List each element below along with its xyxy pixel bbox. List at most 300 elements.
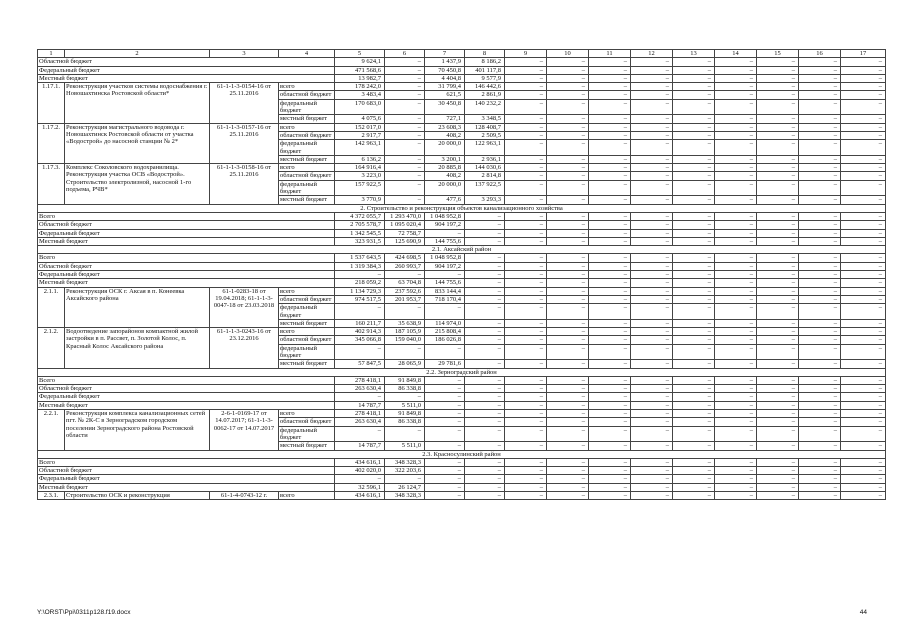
value-cell: –	[465, 304, 505, 320]
value-cell: –	[757, 91, 799, 99]
value-cell: –	[799, 58, 841, 66]
value-cell: –	[799, 279, 841, 287]
value-cell: –	[715, 91, 757, 99]
value-cell: –	[715, 475, 757, 483]
value-cell: –	[547, 287, 589, 295]
value-cell: 201 953,7	[385, 295, 425, 303]
value-cell: –	[757, 328, 799, 336]
value-cell: –	[799, 271, 841, 279]
header-cell: 15	[757, 50, 799, 58]
value-cell: 471 568,6	[335, 66, 385, 74]
value-cell: –	[757, 279, 799, 287]
value-cell: –	[547, 385, 589, 393]
value-cell: –	[505, 328, 547, 336]
value-cell: –	[505, 483, 547, 491]
value-cell: –	[465, 483, 505, 491]
value-cell: –	[505, 271, 547, 279]
value-cell: –	[715, 467, 757, 475]
project-name: Комплекс Соколовского водохранилища. Реконструкция участка ОСВ «Водострой». Строительство электролизной, насосной 1-го подъема, РЧВ*	[65, 164, 210, 204]
value-cell: –	[465, 401, 505, 409]
value-cell: –	[799, 164, 841, 172]
value-cell: –	[425, 401, 465, 409]
value-cell: –	[715, 410, 757, 418]
value-cell: –	[631, 66, 673, 74]
value-cell: –	[631, 344, 673, 360]
value-cell: 2 861,9	[465, 91, 505, 99]
value-cell: –	[799, 131, 841, 139]
value-cell: –	[465, 376, 505, 384]
value-cell: –	[589, 229, 631, 237]
value-cell: 434 616,1	[335, 492, 385, 500]
value-cell: –	[547, 99, 589, 115]
summary-label: Федеральный бюджет	[38, 229, 335, 237]
value-cell: –	[799, 212, 841, 220]
header-cell: 11	[589, 50, 631, 58]
value-cell: –	[715, 344, 757, 360]
value-cell: –	[799, 483, 841, 491]
value-cell: –	[799, 360, 841, 368]
value-cell: –	[385, 91, 425, 99]
value-cell: –	[715, 393, 757, 401]
value-cell: 1 293 470,0	[385, 212, 425, 220]
value-cell: 157 922,5	[335, 180, 385, 196]
value-cell: –	[673, 401, 715, 409]
value-cell: –	[631, 360, 673, 368]
value-cell: –	[799, 254, 841, 262]
value-cell: –	[715, 328, 757, 336]
value-cell: –	[385, 172, 425, 180]
value-cell: –	[799, 336, 841, 344]
value-cell: –	[673, 180, 715, 196]
project-name: Реконструкция ОСК г. Аксая в п. Конеевка Аксайского района	[65, 287, 210, 327]
summary-label: Всего	[38, 212, 335, 220]
value-cell: –	[841, 336, 886, 344]
value-cell: –	[841, 442, 886, 450]
value-cell: 5 511,0	[385, 401, 425, 409]
value-cell: –	[631, 483, 673, 491]
value-cell: 237 592,6	[385, 287, 425, 295]
value-cell: –	[799, 393, 841, 401]
value-cell: –	[631, 237, 673, 245]
value-cell: –	[547, 221, 589, 229]
summary-label: Всего	[38, 458, 335, 466]
value-cell: –	[715, 458, 757, 466]
value-cell: 128 408,7	[465, 123, 505, 131]
value-cell: –	[589, 385, 631, 393]
value-cell: –	[757, 467, 799, 475]
value-cell: –	[715, 99, 757, 115]
value-cell: –	[631, 385, 673, 393]
project-row	[38, 492, 886, 500]
value-cell: –	[335, 304, 385, 320]
funding-source: федеральный бюджет	[279, 99, 335, 115]
project-number: 2.1.1.	[38, 287, 65, 327]
value-cell: –	[631, 295, 673, 303]
value-cell: –	[841, 319, 886, 327]
summary-label: Местный бюджет	[38, 237, 335, 245]
value-cell: 260 993,7	[385, 262, 425, 270]
value-cell: –	[505, 492, 547, 500]
value-cell: –	[425, 492, 465, 500]
value-cell: –	[547, 131, 589, 139]
value-cell: –	[841, 172, 886, 180]
value-cell: –	[631, 83, 673, 91]
value-cell: –	[715, 401, 757, 409]
value-cell: 144 030,6	[465, 164, 505, 172]
value-cell: –	[757, 123, 799, 131]
value-cell: –	[465, 221, 505, 229]
value-cell: –	[465, 279, 505, 287]
value-cell: –	[715, 164, 757, 172]
value-cell: 6 136,2	[335, 155, 385, 163]
value-cell: –	[547, 172, 589, 180]
value-cell: –	[757, 401, 799, 409]
summary-row	[38, 401, 886, 409]
value-cell: –	[335, 426, 385, 442]
value-cell: –	[799, 442, 841, 450]
value-cell: –	[715, 336, 757, 344]
value-cell: –	[631, 376, 673, 384]
value-cell: –	[673, 254, 715, 262]
value-cell: –	[425, 418, 465, 426]
value-cell: 1 319 384,3	[335, 262, 385, 270]
value-cell: –	[589, 376, 631, 384]
value-cell: –	[631, 393, 673, 401]
header-row	[38, 50, 886, 58]
value-cell: –	[757, 180, 799, 196]
value-cell: –	[841, 155, 886, 163]
summary-label: Всего	[38, 376, 335, 384]
value-cell: 2 705 578,7	[335, 221, 385, 229]
value-cell: –	[757, 229, 799, 237]
value-cell: –	[589, 418, 631, 426]
value-cell: –	[673, 319, 715, 327]
value-cell: 1 048 952,8	[425, 254, 465, 262]
project-name: Строительство ОСК и реконструкция	[65, 492, 210, 500]
value-cell: –	[425, 410, 465, 418]
value-cell: –	[505, 212, 547, 220]
value-cell: –	[757, 66, 799, 74]
value-cell: –	[505, 262, 547, 270]
header-cell: 9	[505, 50, 547, 58]
value-cell: 20 000,0	[425, 180, 465, 196]
value-cell: –	[631, 115, 673, 123]
value-cell: –	[841, 279, 886, 287]
value-cell: 621,5	[425, 91, 465, 99]
section-row	[38, 368, 886, 376]
summary-label: Местный бюджет	[38, 483, 335, 491]
value-cell: –	[757, 155, 799, 163]
value-cell: –	[673, 328, 715, 336]
project-number: 2.2.1.	[38, 410, 65, 450]
value-cell: –	[715, 376, 757, 384]
value-cell: –	[589, 66, 631, 74]
value-cell: –	[673, 115, 715, 123]
value-cell: –	[841, 295, 886, 303]
value-cell: –	[673, 83, 715, 91]
value-cell: –	[385, 155, 425, 163]
value-cell: –	[631, 336, 673, 344]
value-cell: –	[841, 385, 886, 393]
value-cell: –	[673, 196, 715, 204]
value-cell: –	[715, 58, 757, 66]
value-cell: 434 616,1	[335, 458, 385, 466]
funding-source: местный бюджет	[279, 442, 335, 450]
value-cell: 278 418,1	[335, 376, 385, 384]
value-cell: –	[547, 91, 589, 99]
value-cell: –	[757, 458, 799, 466]
value-cell: –	[715, 172, 757, 180]
funding-source: местный бюджет	[279, 360, 335, 368]
value-cell: 323 931,5	[335, 237, 385, 245]
header-cell: 17	[841, 50, 886, 58]
value-cell: –	[465, 287, 505, 295]
value-cell: –	[589, 319, 631, 327]
summary-label: Местный бюджет	[38, 279, 335, 287]
value-cell: –	[547, 328, 589, 336]
value-cell: –	[505, 319, 547, 327]
value-cell: –	[425, 271, 465, 279]
value-cell: –	[757, 58, 799, 66]
value-cell: –	[715, 304, 757, 320]
value-cell: –	[547, 360, 589, 368]
value-cell: –	[715, 442, 757, 450]
value-cell: 114 974,0	[425, 319, 465, 327]
value-cell: –	[505, 442, 547, 450]
value-cell: –	[465, 271, 505, 279]
value-cell: –	[385, 83, 425, 91]
value-cell: 178 242,0	[335, 83, 385, 91]
value-cell: –	[465, 410, 505, 418]
value-cell: –	[799, 140, 841, 156]
value-cell: –	[505, 229, 547, 237]
value-cell: –	[715, 229, 757, 237]
value-cell: –	[631, 229, 673, 237]
value-cell: –	[465, 328, 505, 336]
project-code: 61-1-1-3-0154-16 от 25.11.2016	[210, 83, 279, 123]
value-cell: –	[841, 237, 886, 245]
value-cell: –	[715, 287, 757, 295]
value-cell: –	[757, 140, 799, 156]
value-cell: –	[757, 483, 799, 491]
value-cell: –	[385, 74, 425, 82]
value-cell: –	[547, 426, 589, 442]
value-cell: –	[673, 140, 715, 156]
value-cell: –	[385, 123, 425, 131]
value-cell: –	[757, 115, 799, 123]
value-cell: 4 372 055,7	[335, 212, 385, 220]
value-cell: –	[841, 115, 886, 123]
value-cell: –	[385, 99, 425, 115]
funding-source: местный бюджет	[279, 155, 335, 163]
section-row	[38, 450, 886, 458]
value-cell: –	[673, 229, 715, 237]
value-cell: –	[673, 66, 715, 74]
value-cell: –	[589, 336, 631, 344]
value-cell: –	[841, 74, 886, 82]
header-cell: 3	[210, 50, 279, 58]
value-cell: –	[715, 237, 757, 245]
value-cell: –	[631, 328, 673, 336]
value-cell: –	[799, 344, 841, 360]
value-cell: –	[799, 66, 841, 74]
value-cell: –	[547, 295, 589, 303]
funding-source: областной бюджет	[279, 418, 335, 426]
page-number: 44	[859, 609, 867, 616]
value-cell: –	[841, 492, 886, 500]
value-cell: –	[465, 262, 505, 270]
value-cell: –	[505, 140, 547, 156]
value-cell: –	[631, 279, 673, 287]
value-cell: –	[715, 83, 757, 91]
value-cell: –	[589, 287, 631, 295]
value-cell: –	[715, 492, 757, 500]
value-cell: –	[757, 164, 799, 172]
value-cell: –	[799, 172, 841, 180]
section-title: 2.3. Красносулинский район	[38, 450, 886, 458]
summary-row	[38, 279, 886, 287]
value-cell: 86 338,8	[385, 418, 425, 426]
value-cell: 345 066,8	[335, 336, 385, 344]
value-cell: 1 342 545,5	[335, 229, 385, 237]
value-cell: –	[589, 155, 631, 163]
value-cell: –	[425, 385, 465, 393]
project-row	[38, 83, 886, 91]
value-cell: –	[673, 287, 715, 295]
value-cell: –	[799, 99, 841, 115]
value-cell: –	[715, 115, 757, 123]
value-cell: –	[841, 58, 886, 66]
value-cell: –	[715, 74, 757, 82]
value-cell: 3 348,5	[465, 115, 505, 123]
value-cell: –	[757, 426, 799, 442]
value-cell: –	[799, 74, 841, 82]
value-cell: 86 338,8	[385, 385, 425, 393]
value-cell: –	[547, 83, 589, 91]
value-cell: 31 799,4	[425, 83, 465, 91]
value-cell: –	[799, 376, 841, 384]
value-cell: –	[547, 319, 589, 327]
value-cell: –	[505, 385, 547, 393]
value-cell: –	[799, 221, 841, 229]
value-cell: –	[631, 164, 673, 172]
value-cell: –	[799, 262, 841, 270]
value-cell: 727,1	[425, 115, 465, 123]
section-title: 2. Строительство и реконструкция объектов канализационного хозяйства	[38, 204, 886, 212]
funding-source: федеральный бюджет	[279, 140, 335, 156]
value-cell: –	[547, 467, 589, 475]
value-cell: –	[425, 442, 465, 450]
value-cell: –	[505, 418, 547, 426]
value-cell: –	[589, 237, 631, 245]
summary-row	[38, 262, 886, 270]
value-cell: –	[589, 360, 631, 368]
value-cell: –	[673, 172, 715, 180]
value-cell: –	[505, 401, 547, 409]
value-cell: 28 065,9	[385, 360, 425, 368]
value-cell: –	[715, 426, 757, 442]
value-cell: 1 437,9	[425, 58, 465, 66]
value-cell: –	[589, 123, 631, 131]
summary-row	[38, 385, 886, 393]
value-cell: 26 124,7	[385, 483, 425, 491]
value-cell: –	[547, 376, 589, 384]
value-cell: 30 450,8	[425, 99, 465, 115]
value-cell: –	[799, 229, 841, 237]
value-cell: –	[385, 58, 425, 66]
value-cell: –	[465, 467, 505, 475]
value-cell: –	[799, 418, 841, 426]
value-cell: 1 134 729,3	[335, 287, 385, 295]
value-cell: –	[465, 360, 505, 368]
value-cell: –	[589, 483, 631, 491]
value-cell: –	[673, 131, 715, 139]
budget-table	[37, 49, 886, 500]
value-cell: –	[547, 279, 589, 287]
value-cell: –	[841, 140, 886, 156]
value-cell: 263 630,4	[335, 418, 385, 426]
value-cell: –	[547, 336, 589, 344]
header-cell: 2	[65, 50, 210, 58]
value-cell: –	[505, 279, 547, 287]
value-cell: –	[425, 458, 465, 466]
value-cell: –	[673, 99, 715, 115]
value-cell: –	[425, 229, 465, 237]
value-cell: –	[799, 304, 841, 320]
value-cell: –	[757, 344, 799, 360]
value-cell: –	[425, 475, 465, 483]
value-cell: –	[547, 180, 589, 196]
value-cell: –	[589, 271, 631, 279]
value-cell: –	[589, 467, 631, 475]
value-cell: –	[631, 123, 673, 131]
funding-source: областной бюджет	[279, 295, 335, 303]
value-cell: 974 517,5	[335, 295, 385, 303]
value-cell: –	[799, 83, 841, 91]
value-cell: –	[757, 418, 799, 426]
value-cell: 29 781,6	[425, 360, 465, 368]
value-cell: –	[385, 475, 425, 483]
header-cell: 10	[547, 50, 589, 58]
value-cell: –	[505, 131, 547, 139]
project-name: Реконструкция комплекса канализационных сетей пгт. № 2К-С в Зерноградском городском поселении Зерноградского района Ростовской области	[65, 410, 210, 450]
funding-source: всего	[279, 328, 335, 336]
funding-source: областной бюджет	[279, 131, 335, 139]
value-cell: –	[547, 418, 589, 426]
value-cell: –	[799, 475, 841, 483]
value-cell: 402 020,0	[335, 467, 385, 475]
value-cell: –	[385, 304, 425, 320]
value-cell: –	[465, 475, 505, 483]
value-cell: 14 787,7	[335, 442, 385, 450]
value-cell: 904 197,2	[425, 221, 465, 229]
value-cell: –	[673, 271, 715, 279]
value-cell: –	[547, 344, 589, 360]
file-path: Y:\ORST\Ppi\0311p128.f19.docx	[37, 609, 131, 616]
value-cell: –	[589, 458, 631, 466]
value-cell: –	[631, 304, 673, 320]
value-cell: –	[799, 385, 841, 393]
value-cell: –	[505, 304, 547, 320]
value-cell: –	[715, 418, 757, 426]
value-cell: –	[799, 426, 841, 442]
value-cell: –	[547, 271, 589, 279]
value-cell: –	[547, 483, 589, 491]
value-cell: –	[673, 58, 715, 66]
value-cell: –	[631, 212, 673, 220]
value-cell: –	[799, 319, 841, 327]
value-cell: 348 328,3	[385, 458, 425, 466]
